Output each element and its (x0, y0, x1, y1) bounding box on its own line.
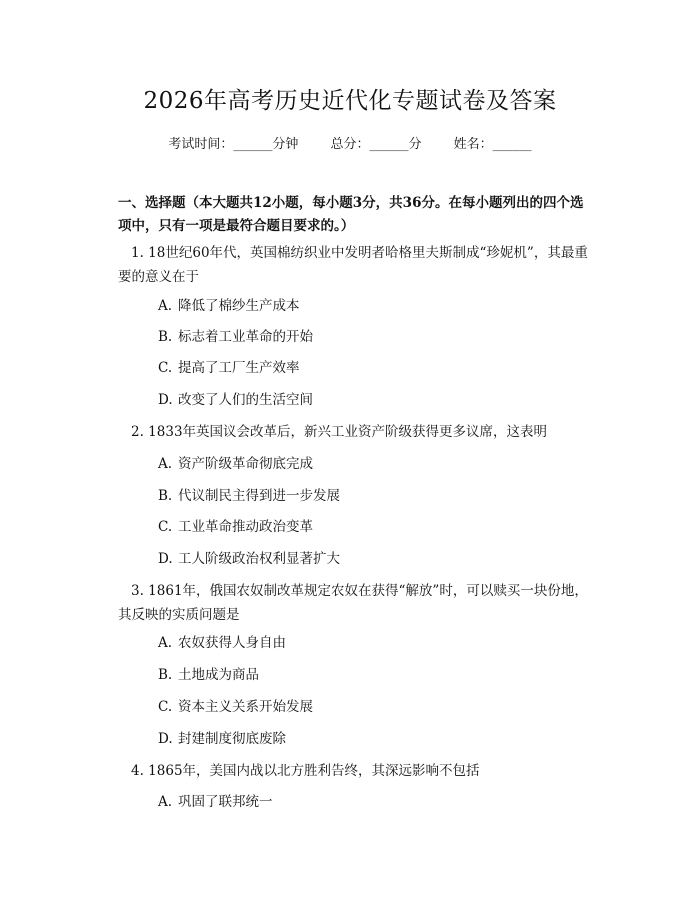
exam-time-field: 考试时间：______分钟 (168, 137, 299, 152)
question-2-option-a: A. 资产阶级革命彻底完成 (158, 456, 313, 472)
question-1-option-a: A. 降低了棉纱生产成本 (158, 298, 300, 314)
question-3-option-d: D. 封建制度彻底废除 (158, 731, 286, 747)
total-score-field: 总分：______分 (330, 137, 422, 152)
question-3-option-c: C. 资本主义关系开始发展 (158, 699, 313, 715)
question-1-option-b: B. 标志着工业革命的开始 (158, 329, 313, 345)
section-heading: 一、选择题（本大题共12小题，每小题3分，共36分。在每小题列出的四个选项中，只有一项是最符合题目要求的。） (118, 195, 584, 234)
question-3-stem: 3. 1861年，俄国农奴制改革规定农奴在获得“解放”时，可以赎买一块份地，其反映的实质问题是 (118, 583, 588, 623)
question-4-option-a: A. 巩固了联邦统一 (158, 794, 273, 810)
question-1-option-d: D. 改变了人们的生活空间 (158, 392, 313, 408)
question-3-option-b: B. 土地成为商品 (158, 667, 259, 683)
exam-title: 2026年高考历史近代化专题试卷及答案 (143, 88, 557, 114)
question-2-option-b: B. 代议制民主得到进一步发展 (158, 488, 340, 504)
question-4-stem: 4. 1865年，美国内战以北方胜利告终，其深远影响不包括 (131, 763, 480, 779)
question-3-option-a: A. 农奴获得人身自由 (158, 635, 286, 651)
student-name-field: 姓名：______ (453, 137, 532, 152)
question-1-stem: 1. 18世纪60年代，英国棉纺织业中发明者哈格里夫斯制成“珍妮机”，其最重要的意义在于 (118, 245, 588, 285)
question-2-option-d: D. 工人阶级政治权利显著扩大 (158, 551, 340, 567)
question-1-option-c: C. 提高了工厂生产效率 (158, 360, 300, 376)
exam-meta (0, 133, 700, 152)
question-2-option-c: C. 工业革命推动政治变革 (158, 519, 313, 535)
question-2-stem: 2. 1833年英国议会改革后，新兴工业资产阶级获得更多议席，这表明 (131, 424, 548, 440)
